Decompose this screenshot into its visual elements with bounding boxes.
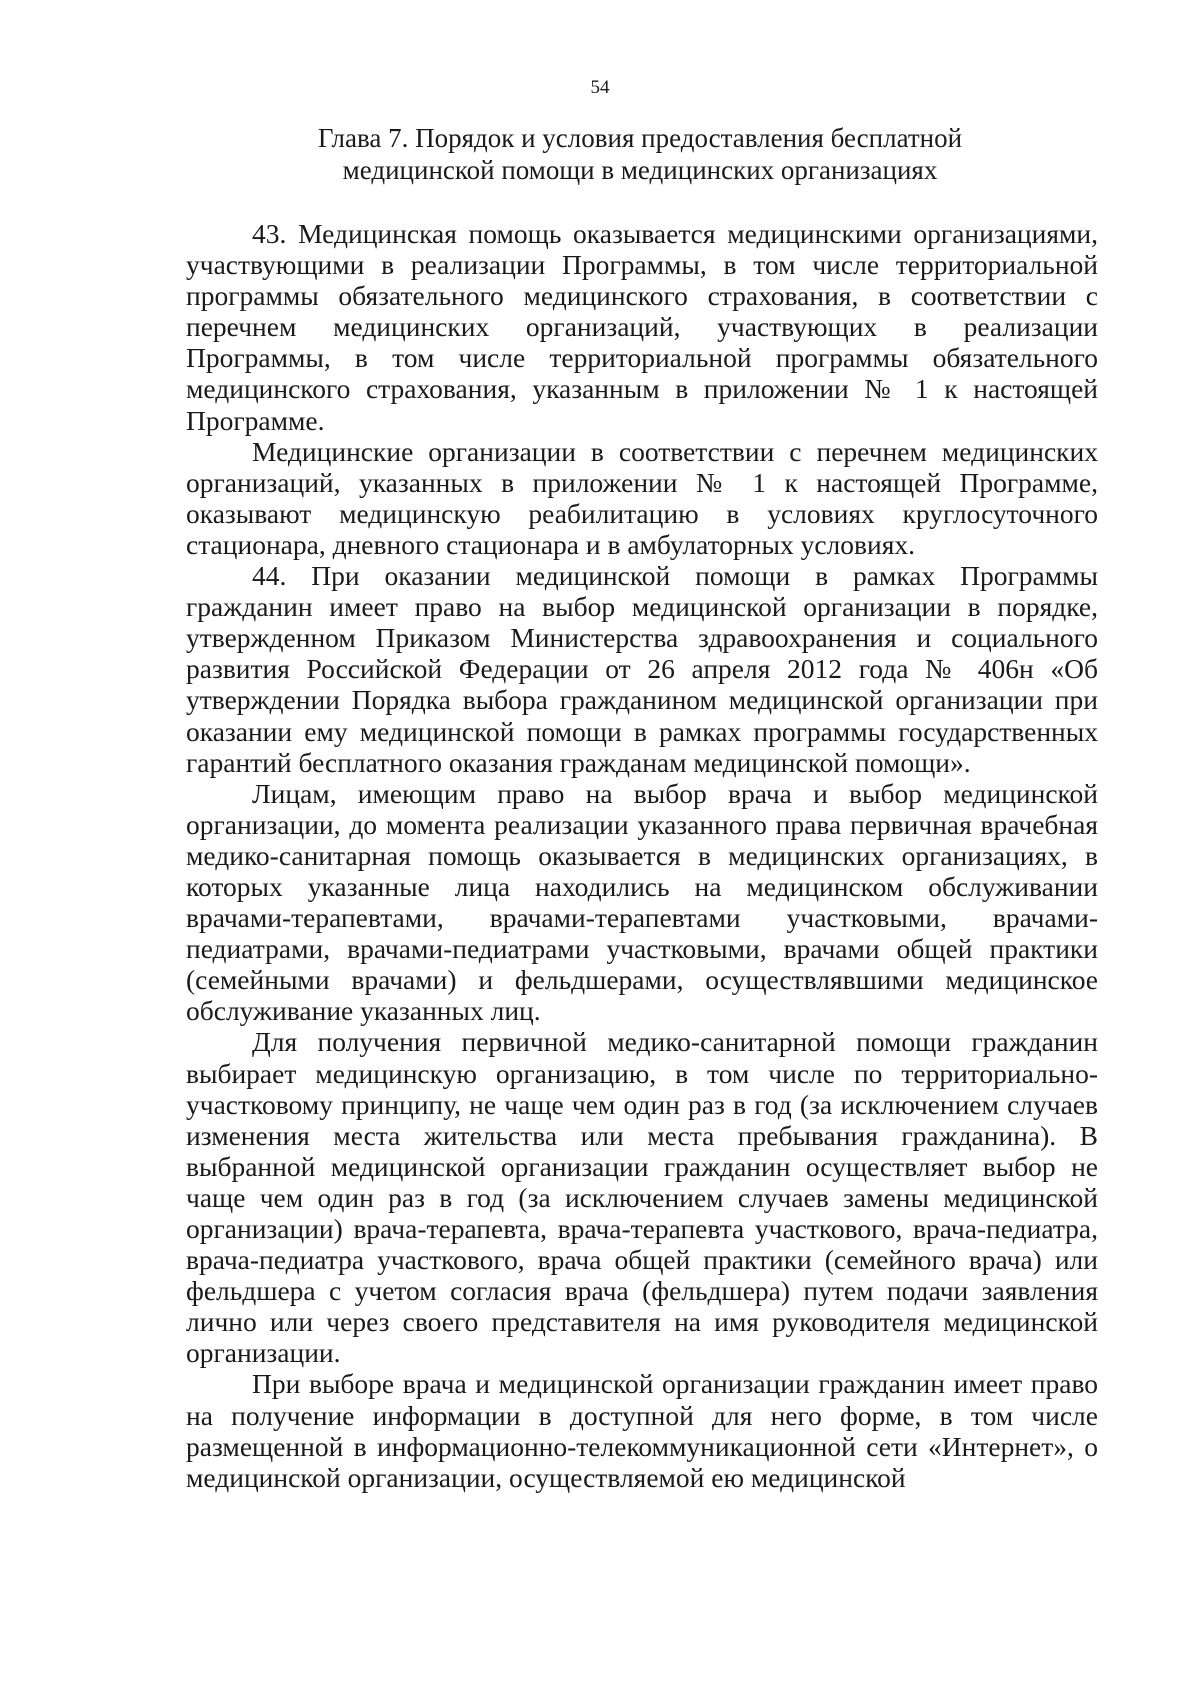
chapter-heading-line-1: Глава 7. Порядок и условия предоставления бесплатной: [317, 123, 963, 153]
paragraph-rehabilitation: Медицинские организации в соответствии с перечнем медицинских организаций, указанных в приложении № 1 к настоящей Программе, оказывают медицинскую реабилитацию в условиях круглосуточного стационара, дневного стационара и в амбулаторных условиях.: [186, 435, 1098, 560]
paragraph-information: При выборе врача и медицинской организации гражданин имеет право на получение информации в доступной для него форме, в том числе размещенной в информационно-телекоммуникационной сети «Интернет», о медицинской организации, осуществляемой ею медицинской: [186, 1368, 1098, 1493]
paragraph-primary-care: Для получения первичной медико-санитарной помощи гражданин выбирает медицинскую организацию, в том числе по территориально-участковому принципу, не чаще чем один раз в год (за исключением случаев изменения места жительства или места пребывания гражданина). В выбранной медицинской организации гражданин осуществляет выбор не чаще чем один раз в год (за исключением случаев замены медицинской организации) врача-терапевта, врача-терапевта участкового, врача-педиатра, врача-педиатра участкового, врача общей практики (семейного врача) или фельдшера с учетом согласия врача (фельдшера) путем подачи заявления лично или через своего представителя на имя руководителя медицинской организации.: [186, 1026, 1098, 1369]
body-text: [186, 218, 1098, 1493]
chapter-heading-line-2: медицинской помощи в медицинских организациях: [342, 155, 938, 185]
page-number: 54: [590, 77, 610, 98]
paragraph-43: 43. Медицинская помощь оказывается медицинскими организациями, участвующими в реализации Программы, в том числе территориальной программы обязательного медицинского страхования, в соответствии с перечнем медицинских организаций, участвующих в реализации Программы, в том числе территориальной программы обязательного медицинского страхования, указанным в приложении № 1 к настоящей Программе.: [186, 218, 1098, 436]
paragraph-persons-right: Лицам, имеющим право на выбор врача и выбор медицинской организации, до момента реализации указанного права первичная врачебная медико-санитарная помощь оказывается в медицинских организациях, в которых указанные лица находились на медицинском обслуживании врачами-терапевтами, врачами-терапевтами участковыми, врачами-педиатрами, врачами-педиатрами участковыми, врачами общей практики (семейными врачами) и фельдшерами, осуществлявшими медицинское обслуживание указанных лиц.: [186, 777, 1098, 1027]
chapter-heading: [180, 122, 1100, 186]
paragraph-44: 44. При оказании медицинской помощи в рамках Программы гражданин имеет право на выбор медицинской организации в порядке, утвержденном Приказом Министерства здравоохранения и социального развития Российской Федерации от 26 апреля 2012 года № 406н «Об утверждении Порядка выбора гражданином медицинской организации при оказании ему медицинской помощи в рамках программы государственных гарантий бесплатного оказания гражданам медицинской помощи».: [186, 560, 1098, 778]
